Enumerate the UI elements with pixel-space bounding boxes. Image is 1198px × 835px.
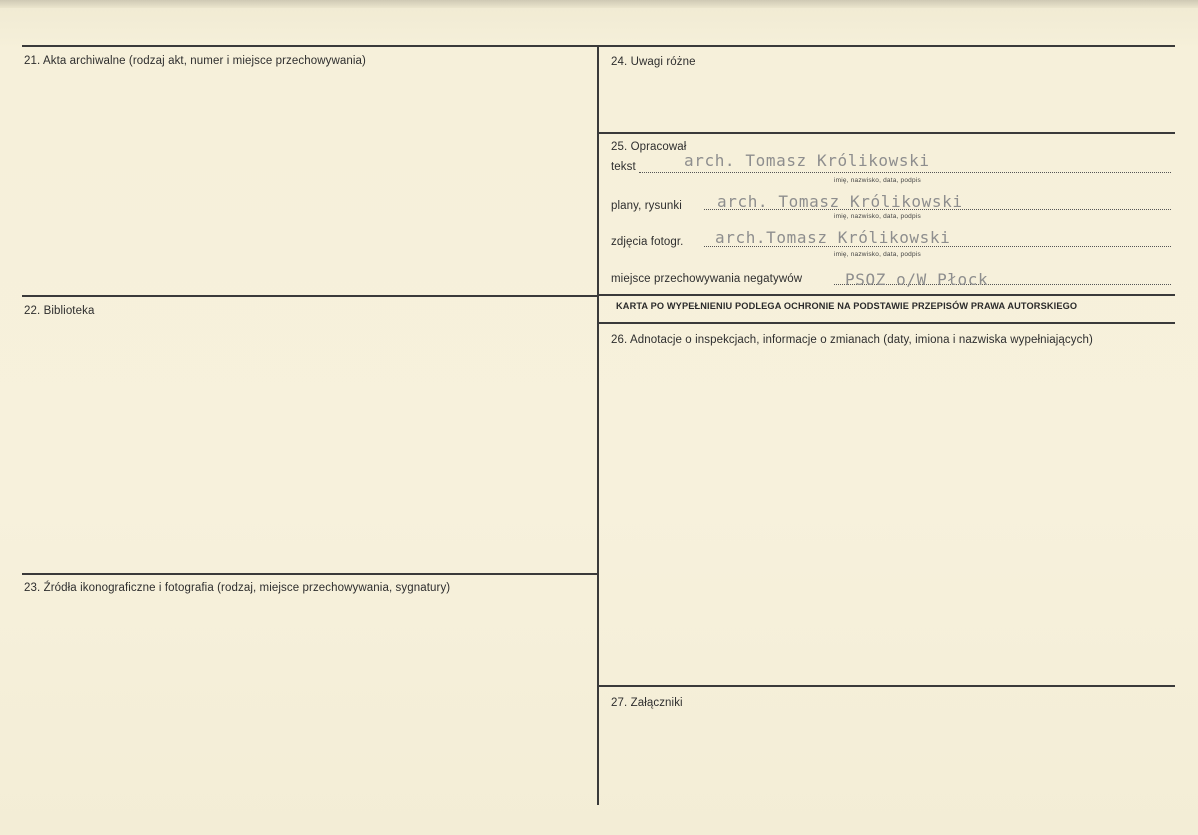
plany-caption: imię, nazwisko, data, podpis [834, 213, 921, 220]
section-22-heading: 22. Biblioteka [24, 305, 95, 317]
tekst-caption: imię, nazwisko, data, podpis [834, 177, 921, 184]
zdjecia-value: arch.Tomasz Królikowski [715, 228, 951, 247]
section-21-heading: 21. Akta archiwalne (rodzaj akt, numer i miejsce przechowywania) [24, 55, 366, 67]
zdjecia-label: zdjęcia fotogr. [611, 236, 684, 248]
rule-22-23 [22, 573, 598, 575]
rule-25-notice [597, 294, 1175, 296]
negatywy-value: PSOZ o/W Płock [845, 270, 989, 289]
rule-24-25 [597, 132, 1175, 134]
copyright-notice: KARTA PO WYPEŁNIENIU PODLEGA OCHRONIE NA PODSTAWIE PRZEPISÓW PRAWA AUTORSKIEGO [616, 301, 1078, 311]
tekst-line [639, 172, 1171, 173]
rule-26-27 [597, 685, 1175, 687]
section-24-heading: 24. Uwagi różne [611, 56, 696, 68]
section-27-heading: 27. Załączniki [611, 697, 683, 709]
section-23-heading: 23. Źródła ikonograficzne i fotografia (rodzaj, miejsce przechowywania, sygnatury) [24, 582, 451, 594]
plany-value: arch. Tomasz Królikowski [717, 192, 963, 211]
tekst-value: arch. Tomasz Królikowski [684, 151, 930, 170]
section-25-heading: 25. Opracował [611, 141, 687, 153]
rule-center [597, 45, 599, 805]
section-26-heading: 26. Adnotacje o inspekcjach, informacje o zmianach (daty, imiona i nazwiska wypełniających) [611, 334, 1093, 346]
rule-21-22 [22, 295, 598, 297]
rule-notice-26 [597, 322, 1175, 324]
plany-label: plany, rysunki [611, 200, 682, 212]
zdjecia-caption: imię, nazwisko, data, podpis [834, 251, 921, 258]
top-edge [0, 0, 1198, 8]
tekst-label: tekst [611, 161, 636, 173]
negatywy-label: miejsce przechowywania negatywów [611, 273, 803, 285]
